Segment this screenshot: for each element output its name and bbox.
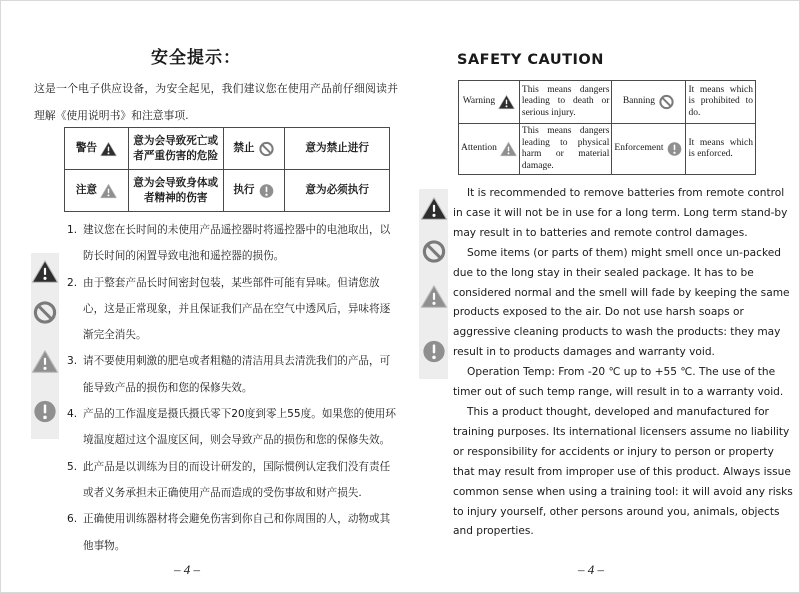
banning-label-cell: [612, 81, 686, 124]
banning-icon: [32, 300, 59, 325]
warning-triangle-icon: [100, 141, 117, 157]
enforcement-label: Enforcement: [614, 143, 664, 154]
english-title: SAFETY CAUTION: [457, 52, 604, 68]
enforcement-label-cell: [223, 170, 285, 212]
attention-triangle-icon: [100, 183, 117, 199]
attention-desc-cell: This means dangers leading to physical harm or material damage.: [519, 124, 612, 175]
warning-label-cell: [65, 128, 129, 170]
warning-desc-cell: 意为会导致死亡或者严重伤害的危险: [128, 128, 223, 170]
list-item: 6. 正确使用训练器材将会避免伤害到你自己和你周围的人，动物或其他事物。: [67, 513, 391, 552]
enforcement-icon: [32, 399, 59, 424]
enforcement-icon: [258, 183, 275, 199]
chinese-caution-table: [64, 127, 390, 212]
enforcement-desc-cell: 意为必须执行: [285, 170, 390, 212]
enforcement-label: 执行: [233, 184, 255, 196]
warning-triangle-icon: [32, 259, 59, 284]
warning-desc-cell: This means dangers leading to death or serious injury.: [519, 81, 612, 124]
left-margin-icon-strip: [31, 253, 59, 439]
attention-label: 注意: [75, 184, 98, 196]
left-page-number: – 4 –: [174, 562, 200, 577]
banning-desc-cell: It means which is prohibited to do.: [686, 81, 756, 124]
enforcement-desc-cell: It means which is enforced.: [686, 124, 756, 175]
chinese-intro-paragraph: 这是一个电子供应设备，为安全起见，我们建议您在使用产品前仔细阅读并理解《使用说明书》和注意事项.: [34, 82, 398, 122]
attention-triangle-icon: [500, 141, 517, 157]
warning-label: 警告: [75, 142, 98, 154]
banning-label: 禁止: [233, 142, 255, 154]
attention-desc-cell: 意为会导致身体或者精神的伤害: [128, 170, 223, 212]
list-item: 2. 由于整套产品长时间密封包装，某些部件可能有异味。但请您放心，这是正常现象，并且保证我们产品在空气中透风后，异味将逐渐完全消失。: [67, 276, 391, 342]
attention-label-cell: [65, 170, 129, 212]
banning-icon: [658, 94, 675, 110]
banning-label-cell: [223, 128, 285, 170]
english-paragraph: Operation Temp: From -20 ℃ up to +55 ℃. The use of the timer out of such temp range, will result in to a warranty void.: [453, 366, 784, 399]
right-margin-icon-strip: [419, 189, 448, 379]
warning-label-cell: [459, 81, 520, 124]
enforcement-icon: [420, 339, 447, 364]
attention-label: Attention: [461, 143, 497, 154]
table-row: [65, 170, 390, 212]
table-row: [65, 128, 390, 170]
english-paragraph: It is recommended to remove batteries from remote control in case it will not be in use for a long term. Long term stand-by may result in to batteries and remote control damages.: [453, 187, 788, 239]
list-item: 5. 此产品是以训练为目的而设计研发的，国际惯例认定我们没有责任或者义务承担未正确使用产品而造成的受伤事故和财产损失.: [67, 460, 391, 499]
chinese-title: 安全提示：: [151, 48, 241, 68]
attention-label-cell: [459, 124, 520, 175]
chinese-safety-list: [67, 217, 399, 559]
english-body-text: [453, 184, 793, 542]
english-caution-table: [458, 80, 756, 175]
attention-triangle-icon: [32, 349, 59, 374]
table-row: [459, 81, 756, 124]
warning-triangle-icon: [498, 94, 515, 110]
warning-label: Warning: [462, 96, 496, 107]
enforcement-icon: [666, 141, 683, 157]
banning-desc-cell: 意为禁止进行: [285, 128, 390, 170]
english-paragraph: This a product thought, developed and manufactured for training purposes. Its international licensers assume no liability or responsibility for accidents or injury to person or property that may result from improper use of this product. Always issue common sense when using a training tool: it will avoid any risks to injury yourself, other persons around you, animals, objects and properties.: [453, 405, 793, 538]
list-item: 1. 建议您在长时间的未使用产品遥控器时将遥控器中的电池取出，以防长时间的闲置导致电池和遥控器的损伤。: [67, 224, 391, 263]
right-page-number: – 4 –: [578, 562, 604, 577]
list-item: 4. 产品的工作温度是摄氏摄氏零下20度到零上55度。如果您的使用环境温度超过这个温度区间，则会导致产品的损伤和您的保修失效。: [67, 408, 396, 447]
table-row: [459, 124, 756, 175]
list-item: 3. 请不要使用刺激的肥皂或者粗糙的清洁用具去清洗我们的产品，可能导致产品的损伤和您的保修失效。: [67, 355, 391, 394]
banning-icon: [420, 239, 447, 264]
banning-label: Banning: [622, 96, 656, 107]
attention-triangle-icon: [420, 284, 447, 309]
enforcement-label-cell: [612, 124, 686, 175]
banning-icon: [258, 141, 275, 157]
warning-triangle-icon: [420, 196, 447, 221]
english-paragraph: Some items (or parts of them) might smell once un-packed due to the long stay in their sealed package. It has to be considered normal and the smell will fade by keeping the same products exposed to the air. Do not use harsh soaps or aggressive cleaning products to wash the products: they may result in to products damages and warranty void.: [453, 246, 790, 359]
